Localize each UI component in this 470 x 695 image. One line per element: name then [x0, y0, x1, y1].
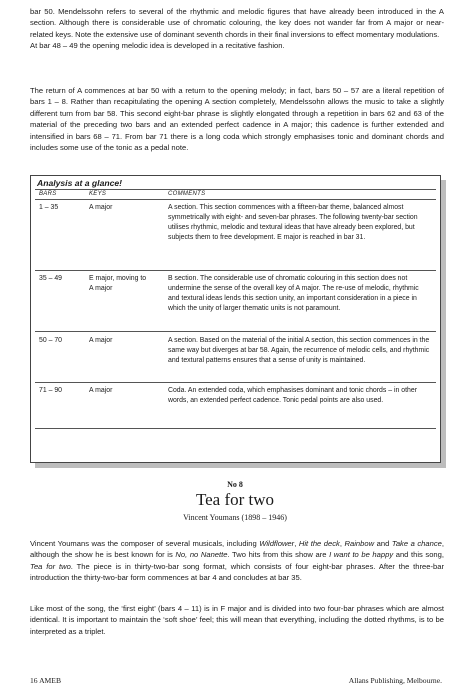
text-run: . The piece is in thirty-two-bar song format, which consists of four eight-bar phrases. After the three-bar introduction the thirty-two-bar form commences at bar 4 and concludes at bar 35.: [30, 561, 444, 583]
page-footer-left: 16 AMEB: [30, 676, 62, 685]
text-run: ,: [339, 539, 345, 548]
song-title: I want to be happy: [329, 550, 394, 560]
body-paragraph-2: Like most of the song, the ‘first eight’ (bars 4 – 11) is in F major and is divided into two four-bar phrases which are almost identical. It is important to maintain the ‘soft shoe’ feel; this will mean that everything, including the dotted rhythms, is to be interpreted as a triplet.: [30, 604, 444, 636]
show-title: Take a chance: [391, 539, 442, 548]
row-keys: E major, moving to A major: [89, 275, 147, 292]
row-comment: Coda. An extended coda, which emphasises dominant and tonic chords – in other words, an extended perfect cadence. Tonic pedal points are also used.: [168, 387, 417, 404]
show-title: Rainbow: [344, 539, 375, 548]
analysis-top-rule: [35, 189, 436, 190]
piece-composer: Vincent Youmans (1898 – 1946): [183, 513, 287, 522]
row-keys: A major: [89, 337, 113, 344]
page-footer-right: Allans Publishing, Melbourne.: [348, 676, 442, 685]
row-bars: 50 – 70: [39, 337, 62, 344]
piece-title: Tea for two: [195, 490, 275, 509]
row-bars: 1 – 35: [39, 204, 59, 211]
row-divider: [35, 331, 436, 332]
intro-paragraph-2: The return of A commences at bar 50 with a return to the opening melody; in fact, bars 50 – 57 are a literal repetition of bars 1 – 8. Rather than recapitulating the opening A section completely, Mendelssohn allows the music to take a slightly different turn from bar 58. This second eight-bar phrase is slightly elongated through a repetition in bars 62 and 63 of the material of the preceding two bars and an extended perfect cadence in A major; this cadence is further extended and intensified in bars 68 – 71. From bar 71 there is a long coda which strongly emphasises tonic and dominant chords and includes some use of the tonic as a pedal note.: [30, 86, 444, 153]
header-comments: COMMENTS: [168, 191, 206, 197]
text-run: . Two hits from this show are: [227, 550, 330, 560]
text-run: Vincent Youmans was the composer of several musicals, including: [30, 539, 260, 548]
analysis-box: [30, 175, 441, 463]
intro-paragraph-1: [30, 6, 444, 52]
text-run: and this song,: [393, 550, 444, 560]
show-title: No, no Nanette: [175, 550, 228, 560]
song-title: Tea for two: [30, 561, 71, 571]
text-run: and: [374, 539, 392, 548]
row-bars: 71 – 90: [39, 387, 62, 394]
header-keys: KEYS: [89, 191, 107, 197]
header-bars: BARS: [39, 191, 57, 197]
show-title: Wildflower: [259, 539, 295, 548]
row-keys: A major: [89, 204, 113, 211]
row-keys: A major: [89, 387, 113, 394]
row-bars: 35 – 49: [39, 275, 62, 282]
intro-paragraph-1-text: bar 50. Mendelssohn refers to several of the rhythmic and melodic figures that have already been introduced in the A section. Although there is considerable use of chromatic colouring, the key does not wander far from A major or near-related keys. Note the extensive use of dominant seventh chords in their final inversions to effect momentary modulations.: [30, 7, 444, 39]
analysis-title: Analysis at a glance!: [37, 178, 123, 188]
body-paragraph-1: [30, 538, 444, 584]
row-divider: [35, 382, 436, 383]
row-comment: A section. This section commences with a fifteen-bar theme, balanced almost symmetrically with eight- and seven-bar phrases. The following twenty-bar section utilises rhythmic, melodic and textural ideas that have already been explored, but subjects them to free development. E major is reached in bar 31.: [168, 204, 418, 241]
show-title: Hit the deck: [298, 539, 340, 548]
row-divider: [35, 428, 436, 429]
row-divider: [35, 270, 436, 271]
piece-number: No 8: [227, 480, 243, 489]
text-run: ,: [294, 539, 299, 548]
intro-paragraph-1-last-line: At bar 48 – 49 the opening melodic idea is developed in a recitative fashion.: [30, 41, 285, 51]
row-comment: A section. Based on the material of the initial A section, this section commences in the same way but diverges at bar 58. Again, the recurrence of melodic cells, and rhythmic and textural patterns ensures that a sense of unity is maintained.: [168, 337, 430, 364]
text-run: , although the show he is best known for is: [30, 539, 444, 560]
row-comment: B section. The considerable use of chromatic colouring in this section does not undermine the sense of the overall key of A major. The re-use of melodic, rhythmic and textural ideas lends this section unity, an important consideration in a piece in which the unity of larger thematic units is not paramount.: [168, 275, 419, 312]
header-rule: [35, 199, 436, 200]
